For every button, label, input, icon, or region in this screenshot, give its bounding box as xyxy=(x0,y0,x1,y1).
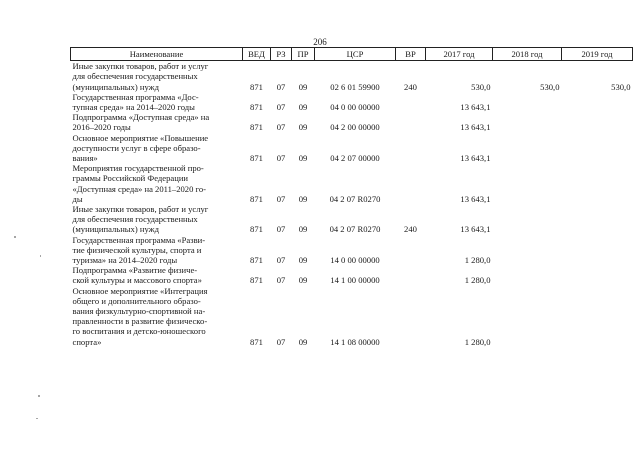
scan-speck xyxy=(14,236,16,238)
cell-2019 xyxy=(562,163,633,204)
cell-ved: 871 xyxy=(250,255,263,266)
header-name: Наименование xyxy=(71,48,243,61)
cell-2017: 1 280,0 xyxy=(464,336,491,347)
table-row xyxy=(71,61,633,92)
cell-name-line: Основное мероприятие «Повышение xyxy=(72,132,209,143)
cell-name xyxy=(71,61,243,92)
cell-csr: 14 1 00 00000 xyxy=(330,275,380,286)
cell-2018 xyxy=(493,112,562,132)
header-2018: 2018 год xyxy=(493,48,562,61)
cell-2019: 530,0 xyxy=(611,81,631,92)
cell-name-line: спорта» xyxy=(72,336,102,347)
table-row xyxy=(71,286,633,347)
cell-pr: 09 xyxy=(298,102,308,113)
cell-name-line: Государственная программа «Дос- xyxy=(72,91,199,102)
cell-name-line: (муниципальных) нужд xyxy=(72,224,159,235)
cell-name-line: Подпрограмма «Доступная среда» на xyxy=(72,112,210,123)
cell-csr: 14 1 08 00000 xyxy=(330,336,380,347)
cell-ved: 871 xyxy=(250,102,263,113)
cell-2018 xyxy=(493,286,562,347)
cell-pr: 09 xyxy=(298,336,308,347)
cell-pr: 09 xyxy=(298,81,308,92)
cell-rz: 07 xyxy=(276,102,286,113)
cell-vr xyxy=(396,286,426,347)
cell-name xyxy=(71,235,243,266)
cell-pr: 09 xyxy=(298,255,308,266)
cell-2018 xyxy=(493,163,562,204)
cell-csr: 04 2 07 R0270 xyxy=(329,193,381,204)
header-vr: ВР xyxy=(396,48,426,61)
page-number: 206 xyxy=(313,37,327,47)
scan-speck xyxy=(40,255,41,257)
cell-rz: 07 xyxy=(276,275,286,286)
cell-vr: 240 xyxy=(404,81,417,92)
cell-vr: 240 xyxy=(404,224,417,235)
cell-2019 xyxy=(562,204,633,235)
cell-2019 xyxy=(562,112,633,132)
cell-2017: 13 643,1 xyxy=(460,153,491,164)
cell-csr: 04 0 00 00000 xyxy=(330,102,380,113)
cell-rz: 07 xyxy=(276,336,286,347)
cell-name xyxy=(71,112,243,132)
cell-ved: 871 xyxy=(250,336,263,347)
cell-vr xyxy=(396,235,426,266)
cell-ved: 871 xyxy=(250,153,263,164)
cell-name xyxy=(71,286,243,347)
cell-rz: 07 xyxy=(276,224,286,235)
header-2019: 2019 год xyxy=(562,48,633,61)
cell-name-line: ской культуры и массового спорта» xyxy=(72,275,202,286)
cell-2018 xyxy=(493,92,562,112)
cell-name-line: Иные закупки товаров, работ и услуг xyxy=(72,61,209,72)
cell-name-line: Основное мероприятие «Интеграция xyxy=(72,285,208,296)
cell-2018 xyxy=(493,235,562,266)
cell-name xyxy=(71,133,243,164)
cell-name xyxy=(71,163,243,204)
table-row xyxy=(71,163,633,204)
cell-2019 xyxy=(562,235,633,266)
cell-name-line: туризма» на 2014–2020 годы xyxy=(72,255,178,266)
cell-csr: 04 2 00 00000 xyxy=(330,122,380,133)
cell-ved: 871 xyxy=(250,224,263,235)
header-csr: ЦСР xyxy=(315,48,396,61)
scan-speck xyxy=(36,418,38,419)
cell-2017: 530,0 xyxy=(471,81,491,92)
cell-2017: 1 280,0 xyxy=(464,275,491,286)
cell-name-line: для обеспечения государственных xyxy=(72,214,198,225)
cell-name-line: вания» xyxy=(72,153,98,164)
cell-csr: 04 2 07 00000 xyxy=(330,153,380,164)
cell-ved: 871 xyxy=(250,275,263,286)
cell-vr xyxy=(396,265,426,285)
table-row xyxy=(71,112,633,132)
cell-name-line: Иные закупки товаров, работ и услуг xyxy=(72,204,209,215)
cell-name-line: го воспитания и детско-юношеского xyxy=(72,326,206,337)
budget-table xyxy=(70,47,633,347)
cell-name-line: доступности услуг в сфере образо- xyxy=(72,142,201,153)
cell-vr xyxy=(396,92,426,112)
cell-name-line: ды xyxy=(72,193,83,204)
cell-vr xyxy=(396,163,426,204)
cell-name-line: тупная среда» на 2014–2020 годы xyxy=(72,102,195,113)
cell-name-line: тие физической культуры, спорта и xyxy=(72,244,202,255)
table-row xyxy=(71,235,633,266)
cell-name-line: (муниципальных) нужд xyxy=(72,81,159,92)
cell-2017: 13 643,1 xyxy=(460,122,491,133)
cell-name-line: Государственная программа «Разви- xyxy=(72,234,206,245)
cell-name-line: 2016–2020 годы xyxy=(72,122,131,133)
header-pr: ПР xyxy=(292,48,315,61)
cell-csr: 02 6 01 59900 xyxy=(330,81,380,92)
cell-2018 xyxy=(493,265,562,285)
cell-pr: 09 xyxy=(298,275,308,286)
header-2017: 2017 год xyxy=(426,48,493,61)
cell-rz: 07 xyxy=(276,153,286,164)
table-row xyxy=(71,92,633,112)
table-row xyxy=(71,204,633,235)
cell-ved: 871 xyxy=(250,122,263,133)
cell-2018 xyxy=(493,204,562,235)
cell-name-line: для обеспечения государственных xyxy=(72,71,198,82)
cell-vr xyxy=(396,133,426,164)
header-rz: РЗ xyxy=(271,48,292,61)
cell-name xyxy=(71,92,243,112)
cell-rz: 07 xyxy=(276,255,286,266)
table-row xyxy=(71,133,633,164)
cell-2017: 13 643,1 xyxy=(460,102,491,113)
cell-2017: 1 280,0 xyxy=(464,255,491,266)
cell-name-line: «Доступная среда» на 2011–2020 го- xyxy=(72,183,207,194)
cell-pr: 09 xyxy=(298,122,308,133)
cell-name xyxy=(71,265,243,285)
cell-2019 xyxy=(562,286,633,347)
cell-name-line: правленности в развитие физическо- xyxy=(72,316,208,327)
cell-pr: 09 xyxy=(298,193,308,204)
cell-name-line: Мероприятия государственной про- xyxy=(72,163,204,174)
header-ved: ВЕД xyxy=(243,48,271,61)
cell-name-line: Подпрограмма «Развитие физиче- xyxy=(72,265,198,276)
cell-name-line: общего и дополнительного образо- xyxy=(72,295,201,306)
table-row xyxy=(71,265,633,285)
cell-name xyxy=(71,204,243,235)
cell-2019 xyxy=(562,92,633,112)
cell-2019 xyxy=(562,265,633,285)
cell-pr: 09 xyxy=(298,153,308,164)
cell-vr xyxy=(396,112,426,132)
cell-name-line: вания физкультурно-спортивной на- xyxy=(72,306,206,317)
cell-2019 xyxy=(562,133,633,164)
cell-2018 xyxy=(493,133,562,164)
cell-2017: 13 643,1 xyxy=(460,193,491,204)
scan-speck xyxy=(38,395,40,397)
cell-rz: 07 xyxy=(276,122,286,133)
cell-ved: 871 xyxy=(250,81,263,92)
cell-2018: 530,0 xyxy=(540,81,560,92)
cell-csr: 14 0 00 00000 xyxy=(330,255,380,266)
cell-rz: 07 xyxy=(276,193,286,204)
table-header-row xyxy=(71,48,633,61)
cell-csr: 04 2 07 R0270 xyxy=(329,224,381,235)
cell-name-line: граммы Российской Федерации xyxy=(72,173,189,184)
cell-pr: 09 xyxy=(298,224,308,235)
cell-ved: 871 xyxy=(250,193,263,204)
table-body xyxy=(71,61,633,347)
cell-2017: 13 643,1 xyxy=(460,224,491,235)
cell-rz: 07 xyxy=(276,81,286,92)
